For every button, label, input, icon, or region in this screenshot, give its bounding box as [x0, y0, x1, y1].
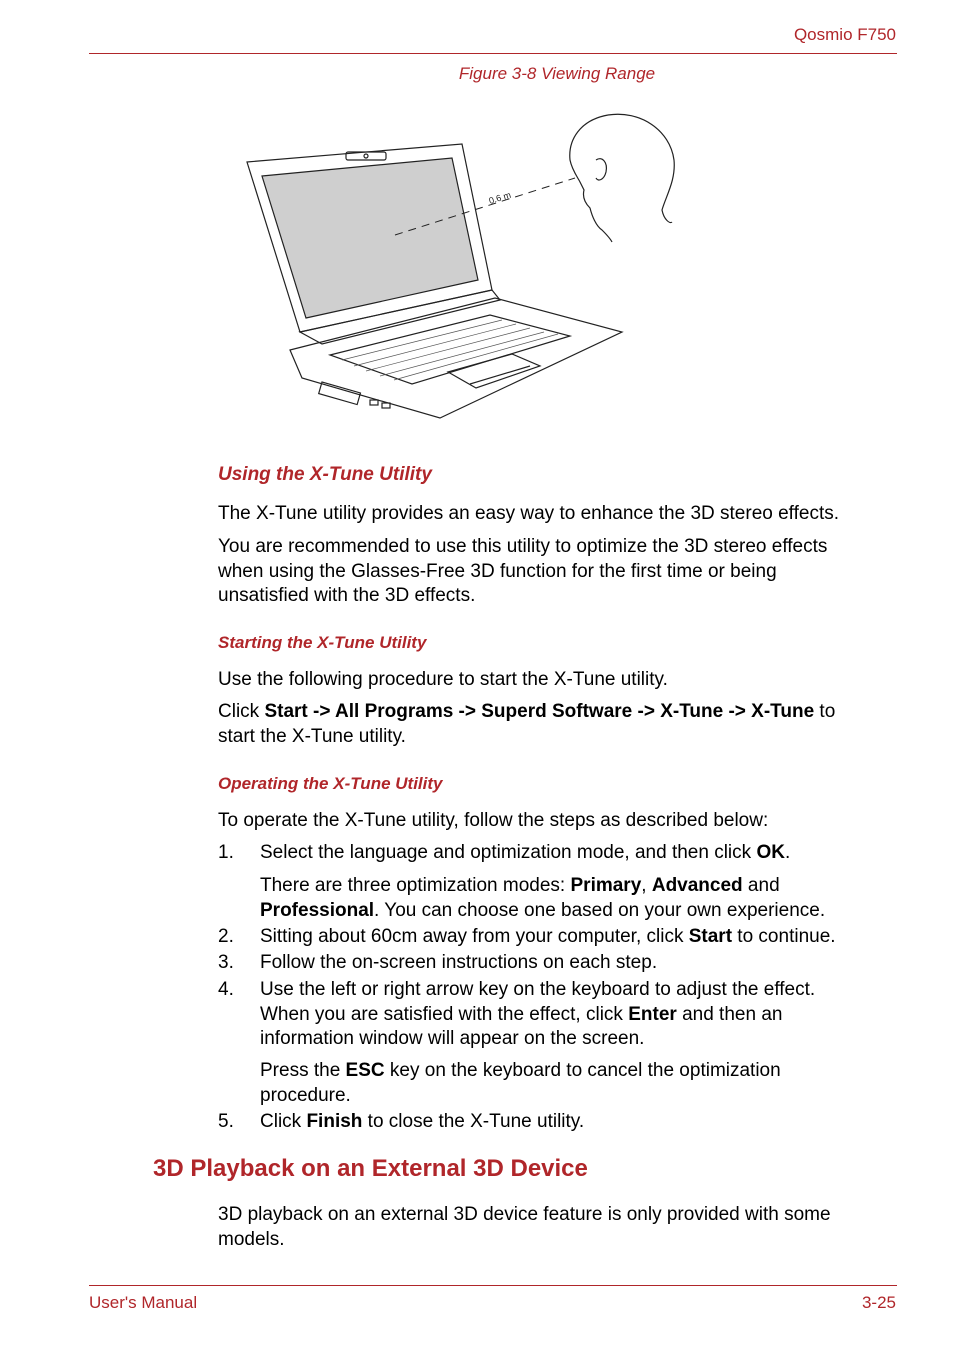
- distance-label: 0.6 m: [487, 189, 513, 206]
- footer-rule: [89, 1285, 897, 1286]
- list-item: Select the language and optimization mode, and then click OK.: [260, 842, 791, 863]
- list-item: Follow the on-screen instructions on each step.: [260, 952, 658, 973]
- touchpad: [448, 354, 540, 388]
- heading-using-xtune: Using the X-Tune Utility: [218, 464, 432, 485]
- section-title: 3D Playback on an External 3D Device: [153, 1155, 588, 1182]
- ear: [596, 159, 606, 180]
- paragraph: The X-Tune utility provides an easy way to enhance the 3D stereo effects.: [218, 503, 840, 524]
- list-item: Sitting about 60cm away from your computer, click Start to continue.: [260, 926, 836, 947]
- header-rule: [89, 53, 897, 54]
- list-item: Use the left or right arrow key on the keyboard to adjust the effect. When you are satisfied with the effect, click Enter and then an information window will appear on the screen.: [260, 979, 816, 1049]
- header-title: Qosmio F750: [793, 25, 896, 44]
- paragraph: Use the following procedure to start the X-Tune utility.: [218, 669, 668, 690]
- paragraph: You are recommended to use this utility to optimize the 3D stereo effects when using the Glasses-Free 3D function for the first time or being unsatisfied with the 3D effects.: [218, 536, 828, 606]
- list-number: 3.: [218, 952, 234, 973]
- list-number: 4.: [218, 979, 234, 1000]
- list-item: Click Finish to close the X-Tune utility.: [260, 1111, 585, 1132]
- list-number: 5.: [218, 1111, 234, 1132]
- paragraph: To operate the X-Tune utility, follow the steps as described below:: [218, 810, 769, 831]
- heading-starting-xtune: Starting the X-Tune Utility: [218, 633, 427, 652]
- laptop-viewing-range-illustration: [230, 100, 690, 430]
- head-profile: [570, 115, 612, 242]
- list-item-note: Press the ESC key on the keyboard to cancel the optimization procedure.: [260, 1060, 781, 1106]
- list-number: 2.: [218, 926, 234, 947]
- paragraph: 3D playback on an external 3D device feature is only provided with some models.: [218, 1204, 831, 1250]
- figure-caption: Figure 3-8 Viewing Range: [458, 64, 656, 83]
- paragraph: Click Start -> All Programs -> Superd Software -> X-Tune -> X-Tune to start the X-Tune utility.: [218, 701, 836, 747]
- laptop-screen: [262, 158, 478, 318]
- list-item-note: There are three optimization modes: Primary, Advanced and Professional. You can choose one based on your own experience.: [260, 875, 826, 921]
- list-number: 1.: [218, 842, 234, 863]
- footer-page-number: 3-25: [861, 1293, 896, 1312]
- footer-left: User's Manual: [89, 1293, 198, 1312]
- heading-operating-xtune: Operating the X-Tune Utility: [218, 774, 443, 793]
